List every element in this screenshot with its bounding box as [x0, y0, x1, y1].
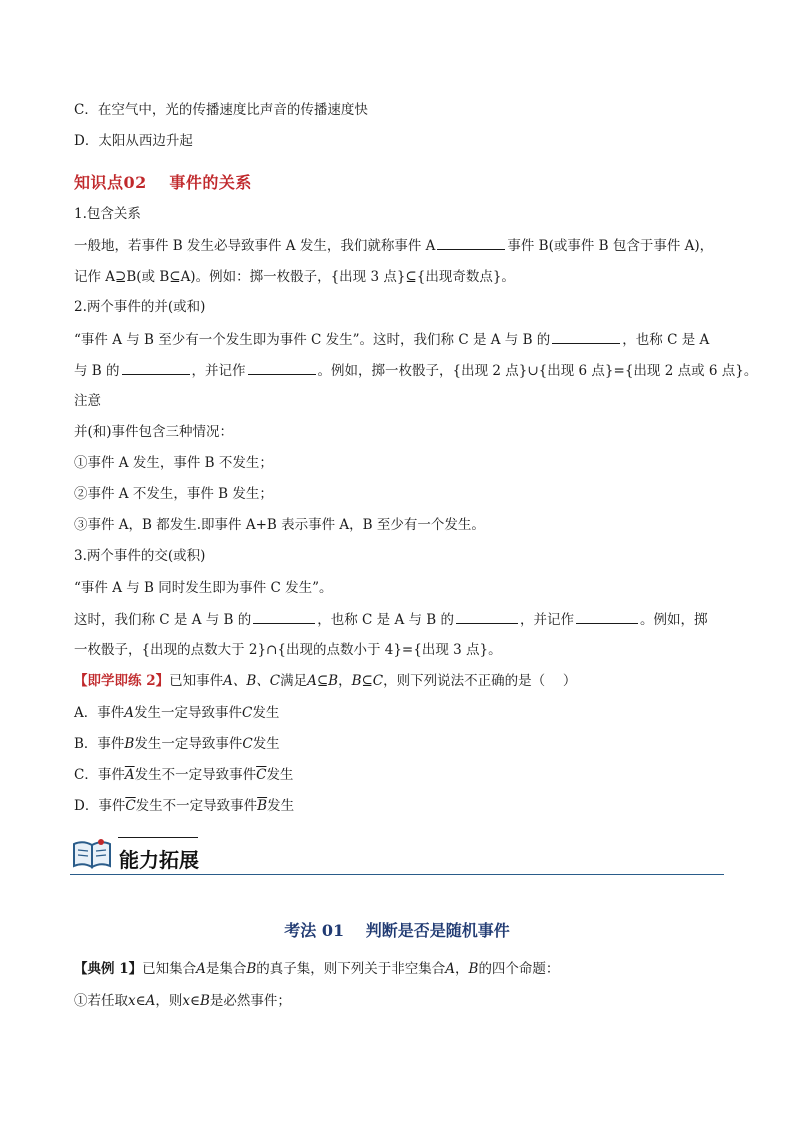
note-case-3: ③事件 A，B 都发生.即事件 A+B 表示事件 A，B 至少有一个发生。: [74, 517, 485, 533]
note-case-2: ②事件 A 不发生，事件 B 发生；: [74, 486, 273, 502]
practice-tag: 【即学即练 2】: [74, 673, 170, 689]
fill-blank[interactable]: [552, 330, 620, 344]
fill-blank[interactable]: [456, 610, 518, 624]
open-book-icon: [70, 836, 114, 870]
fill-blank[interactable]: [248, 361, 316, 375]
fill-blank[interactable]: [576, 610, 638, 624]
containment-line-2: 记作 A⊇B(或 B⊆A)。例如：掷一枚骰子，{出现 3 点}⊆{出现奇数点}。: [74, 269, 515, 285]
containment-heading: 1.包含关系: [74, 206, 141, 222]
intersection-line-3: 一枚骰子，{出现的点数大于 2}∩{出现的点数小于 4}={出现 3 点}。: [74, 642, 502, 658]
practice-option-b: B．事件B发生一定导致事件C发生: [74, 736, 280, 752]
fill-blank[interactable]: [437, 236, 505, 250]
containment-line-1: 一般地，若事件 B 发生必导致事件 A 发生，我们就称事件 A 事件 B(或事件 B 包含于事件 A)，: [74, 238, 714, 254]
intersection-heading: 3.两个事件的交(或积): [74, 548, 206, 564]
section-rule: [70, 874, 724, 876]
section-title: 能力拓展: [119, 848, 199, 872]
note-label: 注意: [74, 393, 101, 409]
intersection-line-1: “事件 A 与 B 同时发生即为事件 C 发生”。: [74, 580, 333, 596]
option-c-top: C．在空气中，光的传播速度比声音的传播速度快: [74, 102, 368, 118]
option-d-top: D．太阳从西边升起: [74, 133, 193, 149]
example-tag: 【典例 1】: [74, 961, 143, 977]
banner-divider: [118, 837, 198, 838]
union-line-1: “事件 A 与 B 至少有一个发生即为事件 C 发生”。这时，我们称 C 是 A 与 B 的 ，也称 C 是 A: [74, 332, 710, 348]
section-banner: [70, 832, 724, 877]
fill-blank[interactable]: [253, 610, 315, 624]
method-heading: 考法 01 判断是否是随机事件: [284, 921, 510, 940]
example-item-1: ①若任取x∈A，则x∈B是必然事件；: [74, 993, 291, 1009]
intersection-line-2: 这时，我们称 C 是 A 与 B 的 ，也称 C 是 A 与 B 的 ，并记作 。例如，掷: [74, 612, 708, 628]
knowledge-point-heading: 知识点02 事件的关系: [74, 173, 252, 192]
practice-option-d: D．事件$\overline{C}$发生不一定导致事件$\overline{B}$发生: [74, 798, 295, 814]
fill-blank[interactable]: [122, 361, 190, 375]
union-heading: 2.两个事件的并(或和): [74, 299, 206, 315]
union-line-2: 与 B 的 ，并记作 。例如，掷一枚骰子，{出现 2 点}∪{出现 6 点}={出现 2 点或 6 点}。: [74, 363, 758, 379]
example-question: 【典例 1】已知集合A是集合B的真子集，则下列关于非空集合A，B的四个命题：: [74, 961, 560, 977]
practice-option-a: A．事件A发生一定导致事件C发生: [74, 705, 280, 721]
practice-option-c: C．事件$\overline{A}$发生不一定导致事件$\overline{C}$发生: [74, 767, 294, 783]
note-case-1: ①事件 A 发生，事件 B 不发生；: [74, 455, 273, 471]
practice-question: 【即学即练 2】已知事件A、B、C满足A⊆B，B⊆C，则下列说法不正确的是（ ）: [74, 673, 577, 689]
note-intro: 并(和)事件包含三种情况：: [74, 424, 234, 440]
